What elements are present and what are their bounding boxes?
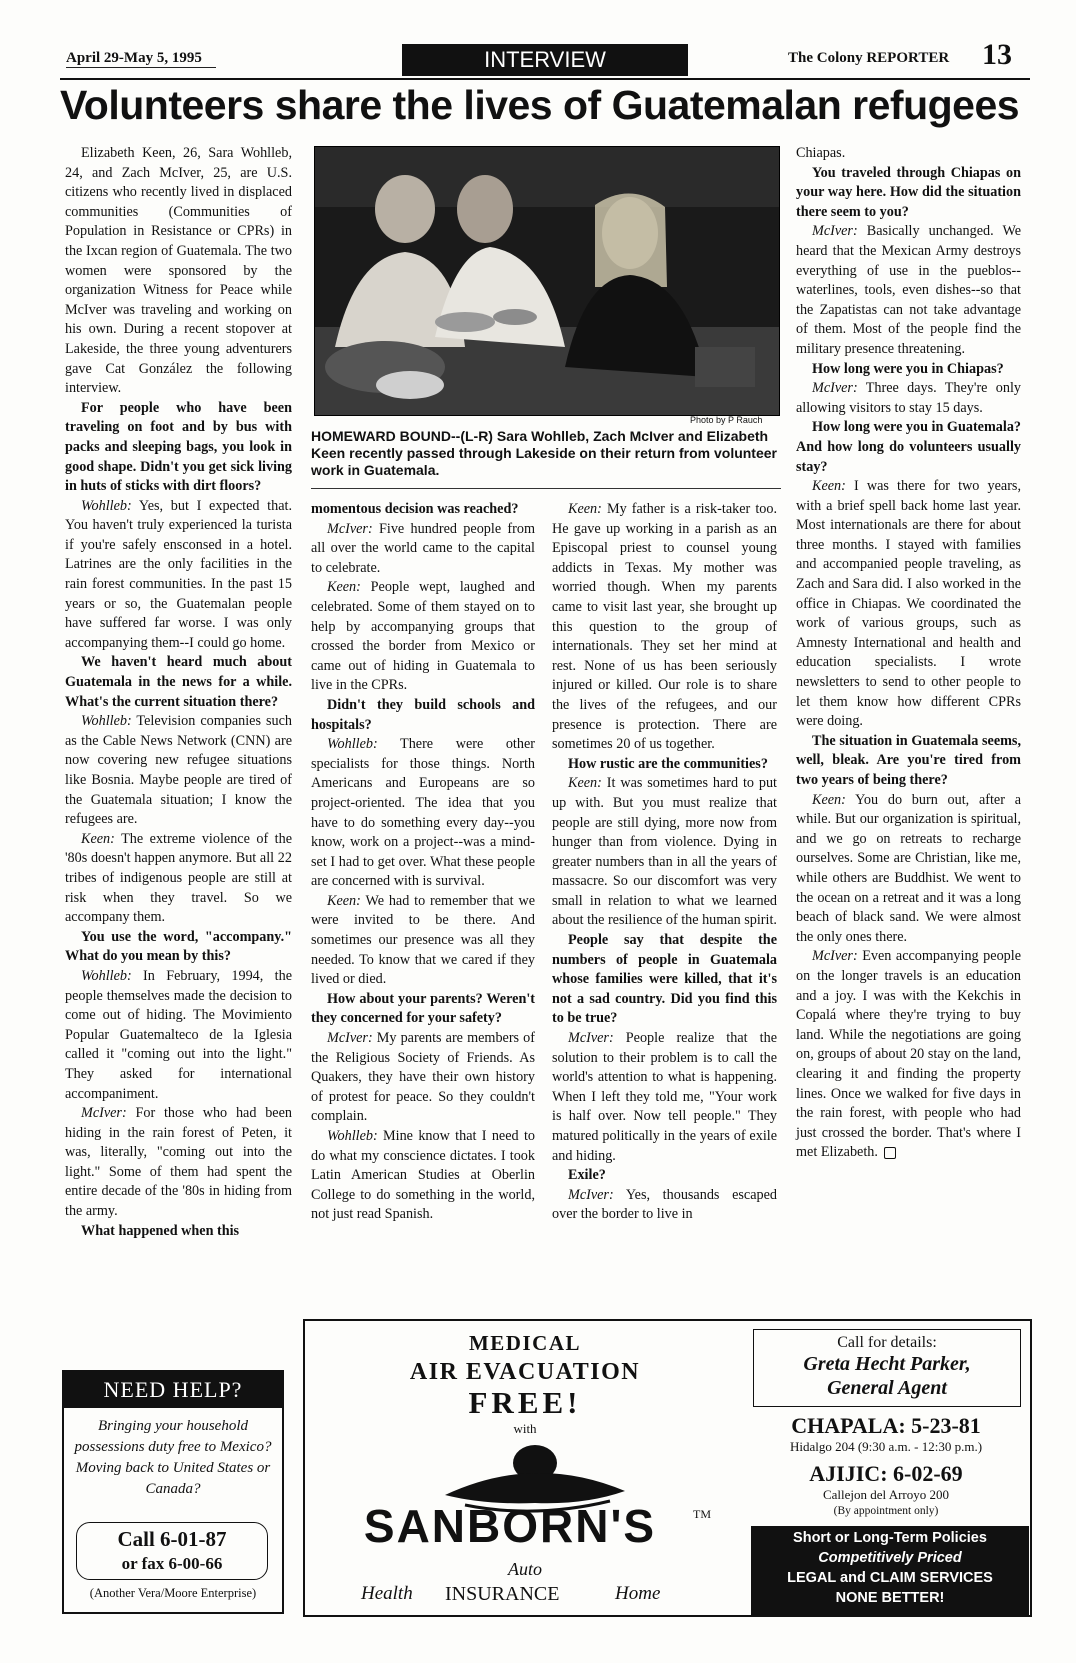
photo-credit: Photo by P Rauch — [690, 415, 763, 425]
speaker-name: Keen: — [568, 501, 602, 517]
caption-rule — [311, 488, 781, 489]
ad-chapala-phone: CHAPALA: 5-23-81 — [791, 1413, 981, 1438]
answer-text: My parents are members of the Religious Society of Friends. As Quakers, they have their own history of protest for peace. So they couldn't complain. — [311, 1030, 535, 1125]
interview-answer — [65, 967, 292, 1104]
interview-question: How long were you in Guatemala? And how long do volunteers usually stay? — [796, 419, 1022, 475]
interview-question: How about your parents? Weren't they concerned for your safety? — [311, 990, 535, 1027]
answer-text: Three days. They're only allowing visitors to stay 15 days. — [796, 380, 1021, 416]
answer-text: Yes, but I expected that. You haven't truly experienced la turista if you're safely ensconsed in a hotel. Latrines are the only facilities in the rain forest communities. In the past 15 years or so, the Guatemalan people have suffered far worse. I was only accompanying them--I could go home. — [65, 497, 292, 651]
ad-services-panel — [751, 1526, 1029, 1616]
interview-answer — [65, 830, 292, 928]
speaker-name: McIver: — [327, 1030, 373, 1047]
interview-question: We haven't heard much about Guatemala in the news for a while. What's the current situation there? — [65, 654, 292, 710]
ad-ajijic-appointment: (By appointment only) — [833, 1505, 939, 1517]
ad-services-line-1: Short or Long-Term Policies — [793, 1530, 987, 1546]
interview-answer — [796, 222, 1021, 359]
ad-chapala-address: Hidalgo 204 (9:30 a.m. - 12:30 p.m.) — [789, 1439, 983, 1454]
ad-line-free: FREE! — [468, 1385, 582, 1420]
answer-text: There were other specialists for those things. North Americans and Europeans are so project-oriented. The idea that you have to do something every day--you know, work on a project--was a mind-set I had to get over. What these people are concerned with is survival. — [311, 736, 535, 890]
ad-trademark: TM — [693, 1507, 711, 1521]
interview-answer — [796, 477, 1021, 732]
interview-answer — [65, 497, 292, 654]
speaker-name: Keen: — [568, 775, 602, 792]
answer-text: Even accompanying people on the longer travels is an education and a joy. I was with the Kekchis in Copalá where they're trying to buy land. While the negotiations are going on, groups of about 20 stay on the land, clearing it and finding the property lines. Once we walked for five days in the rain forest, with people who had just crossed the border. That's where I met Elizabeth. — [796, 948, 1021, 1161]
article-column-4 — [796, 144, 1021, 1163]
speaker-name: Keen: — [327, 892, 361, 909]
interview-answer — [311, 520, 535, 579]
interview-question: How long were you in Chiapas? — [812, 360, 1004, 377]
need-help-ad — [62, 1370, 284, 1614]
ad-line-air-evacuation: AIR EVACUATION — [409, 1359, 641, 1385]
issue-date: April 29-May 5, 1995 — [66, 50, 216, 68]
article-column-2 — [311, 500, 535, 1225]
speaker-name: McIver: — [568, 1030, 614, 1047]
ad-auto: Auto — [508, 1559, 542, 1579]
answer-text: Elizabeth Keen, 26, Sara Wohlleb, 24, and Zach McIver, 25, are U.S. citizens who recently lived in displaced communities (Communities of Population in Resistance or CPRs) in the Ixcan region of Guatemala. The two women were sponsored by the organization Witness for Peace while McIver was traveling and working on his own. During a recent stopover at Lakeside, the three young adventurers gave Cat González the following interview. — [65, 145, 292, 397]
insurance-ad — [303, 1319, 1032, 1617]
ad-line-medical: MEDICAL — [468, 1331, 581, 1355]
interview-answer — [552, 1186, 777, 1225]
ad-agent-title: General Agent — [827, 1377, 947, 1399]
ad-services-line-3: LEGAL and CLAIM SERVICES — [787, 1570, 993, 1586]
interview-answer — [796, 791, 1021, 948]
answer-text: Basically unchanged. We heard that the Mexican Army destroys everything of use in the pueblos--waterlines, tools, even dishes--so that the Zapatistas can not take advantage of them. Most of the people find the military presence threatening. — [796, 223, 1021, 357]
end-of-story-icon — [884, 1147, 896, 1159]
headline: Volunteers share the lives of Guatemalan refugees — [60, 82, 1020, 128]
speaker-name: Wohlleb: — [81, 497, 132, 514]
speaker-name: Wohlleb: — [327, 1128, 378, 1144]
speaker-name: Keen: — [812, 478, 846, 495]
interview-question: You traveled through Chiapas on your way here. How did the situation there seem to you? — [796, 164, 1021, 220]
photo-illustration — [315, 147, 779, 415]
speaker-name: Wohlleb: — [81, 967, 132, 984]
speaker-name: McIver: — [568, 1186, 614, 1203]
ad-home: Home — [615, 1583, 661, 1604]
newspaper-name: The Colony REPORTER — [788, 50, 950, 66]
speaker-name: Wohlleb: — [327, 736, 378, 753]
interview-question: Didn't they build schools and hospitals? — [311, 696, 535, 733]
answer-text: I was there for two years, with a brief spell back home last year. Most internationals are there for about three months. I stayed with families and accompanied people traveling, as Zach and Sara did. I also worked in the office in Chiapas. We coordinated the work of various groups, such as Amnesty International and health and education specialists. I wrote newsletters to send to other people to let them know how different CPRs were doing. — [796, 478, 1021, 730]
ad-ajijic-address: Callejon del Arroyo 200 — [822, 1487, 949, 1502]
interview-answer — [311, 578, 535, 696]
header-rule — [60, 78, 1030, 80]
need-help-body: Bringing your household possessions duty free to Mexico? Moving back to United States or Canada? — [74, 1418, 272, 1497]
interview-answer — [311, 892, 535, 990]
interview-answer — [552, 1029, 777, 1166]
article-column-3 — [552, 500, 777, 1225]
answer-text: People wept, laughed and celebrated. Some of them stayed on to help by accompanying groups that crossed the border from Mexico or came out of hiding in Guatemala to live in the CPRs. — [311, 579, 535, 694]
speaker-name: McIver: — [812, 948, 858, 965]
answer-text: Chiapas. — [796, 145, 846, 161]
interview-answer — [796, 947, 1021, 1163]
answer-text: Five hundred people from all over the world came to the capital to celebrate. — [311, 520, 535, 576]
speaker-name: McIver: — [81, 1105, 127, 1122]
interview-answer — [311, 735, 535, 892]
answer-text: Mine know that I need to do what my conscience dictates. I took Latin American Studies at Oberlin College to do something in the world, not just read Spanish. — [311, 1128, 535, 1223]
ad-line-with: with — [513, 1421, 537, 1436]
need-help-call: Call 6-01-87 — [117, 1527, 227, 1551]
speaker-name: McIver: — [812, 223, 858, 240]
section-label: INTERVIEW — [402, 44, 688, 76]
interview-answer — [65, 1104, 292, 1222]
answer-text: The extreme violence of the '80s doesn't happen anymore. But all 22 tribes of indigenous people are still at risk when they travel. So we accompany them. — [65, 830, 292, 926]
answer-text: We had to remember that we were invited to be there. And sometimes our presence was all they needed. To know that we cared if they lived or died. — [311, 892, 535, 988]
interview-answer — [796, 379, 1021, 418]
page-number: 13 — [982, 38, 1012, 71]
interview-question: People say that despite the numbers of people in Guatemala whose families were killed, that it's not a sad country. Did you find this to be true? — [552, 932, 777, 1027]
speaker-name: McIver: — [327, 520, 373, 537]
interview-question: For people who have been traveling on foot and by bus with packs and sleeping bags, you look in good shape. Didn't you get sick living in huts of sticks with dirt floors? — [65, 399, 292, 495]
interview-question: What happened when this — [81, 1222, 240, 1239]
interview-answer — [311, 1029, 535, 1127]
speaker-name: McIver: — [812, 380, 858, 397]
need-help-title: NEED HELP? — [64, 1372, 282, 1408]
ad-services-line-2: Competitively Priced — [818, 1550, 962, 1566]
answer-text: For those who had been hiding in the rain forest of Peten, it was, literally, "coming out into the light." Some of them had spent the entire decade of the '80s in hiding from the army. — [65, 1105, 292, 1220]
ad-services-line-4: NONE BETTER! — [835, 1590, 945, 1606]
interview-question: The situation in Guatemala seems, well, bleak. Are you're tired from two years of being there? — [796, 732, 1021, 788]
ad-ajijic-phone: AJIJIC: 6-02-69 — [809, 1461, 963, 1486]
interview-question: momentous decision was reached? — [311, 501, 519, 517]
answer-text: You do burn out, after a while. But our organization is spiritual, and we go on retreats to recharge ourselves. Some are Christian, like me, while others are Buddhist. We went to the ocean on a retreat and it was a long beach of black sand. We were almost the only ones there. — [796, 791, 1021, 945]
ad-brand: SANBORN'S — [363, 1500, 657, 1552]
ad-call-for-details: Call for details: — [837, 1334, 937, 1351]
interview-answer — [552, 500, 777, 755]
speaker-name: Keen: — [812, 791, 846, 808]
interview-question: You use the word, "accompany." What do you mean by this? — [65, 928, 292, 965]
article-paragraph — [796, 144, 1021, 164]
interview-question: How rustic are the communities? — [568, 755, 768, 772]
ad-health: Health — [361, 1583, 413, 1604]
interview-answer — [65, 712, 292, 830]
need-help-fax: or fax 6-00-66 — [121, 1554, 223, 1573]
article-photo — [314, 146, 780, 416]
answer-text: My father is a risk-taker too. He gave up working in a parish as an Episcopal priest to counsel young addicts in Texas. My mother was worried though. When my parents came to visit last year, she brought up this question to the group of internationals. They set her mind at rest. None of us has been seriously injured or killed. Our role is to share the lives of the refugees, and our presence is protection. There are sometimes 20 of us together. — [552, 501, 777, 753]
answer-text: In February, 1994, the people themselves made the decision to come out of hiding. The Movimiento Popular Guatemalteco de la Iglesia called it "coming out into the light." They asked for international accompaniment. — [65, 967, 292, 1102]
answer-text: Television companies such as the Cable News Network (CNN) are now covering new refugee situations like Bosnia. Maybe people are tired of the Guatemala situation; I know the refugees are. — [65, 713, 292, 828]
speaker-name: Keen: — [327, 579, 361, 596]
need-help-footer: (Another Vera/Moore Enterprise) — [89, 1586, 257, 1600]
interview-answer — [311, 1127, 535, 1225]
ad-agent-box — [753, 1329, 1021, 1407]
article-column-1 — [65, 144, 292, 1241]
answer-text: It was sometimes hard to put up with. But you must realize that people are still dying, more now from hunger than from violence. Dying in greater numbers than in all the years of massacre. So our discomfort was very small in relation to what we learned about the resilience of the human spirit. — [552, 775, 777, 929]
interview-question: Exile? — [568, 1167, 606, 1184]
article-paragraph — [65, 144, 292, 399]
ad-insurance: INSURANCE — [445, 1583, 560, 1605]
answer-text: Yes, thousands escaped over the border to live in — [552, 1186, 777, 1223]
speaker-name: Keen: — [81, 830, 115, 847]
need-help-phone-box — [76, 1522, 268, 1580]
ad-agent-name: Greta Hecht Parker, — [803, 1353, 971, 1375]
photo-caption: HOMEWARD BOUND--(L-R) Sara Wohlleb, Zach McIver and Elizabeth Keen recently passed through Lakeside on their return from volunteer work in Guatemala. — [311, 428, 777, 478]
interview-answer — [552, 774, 777, 931]
answer-text: People realize that the solution to their problem is to call the world's attention to what is happening. When I left they told me, "Your work is half over. Now tell people." They matured politically in the years of exile and hiding. — [552, 1030, 777, 1164]
speaker-name: Wohlleb: — [81, 713, 132, 730]
